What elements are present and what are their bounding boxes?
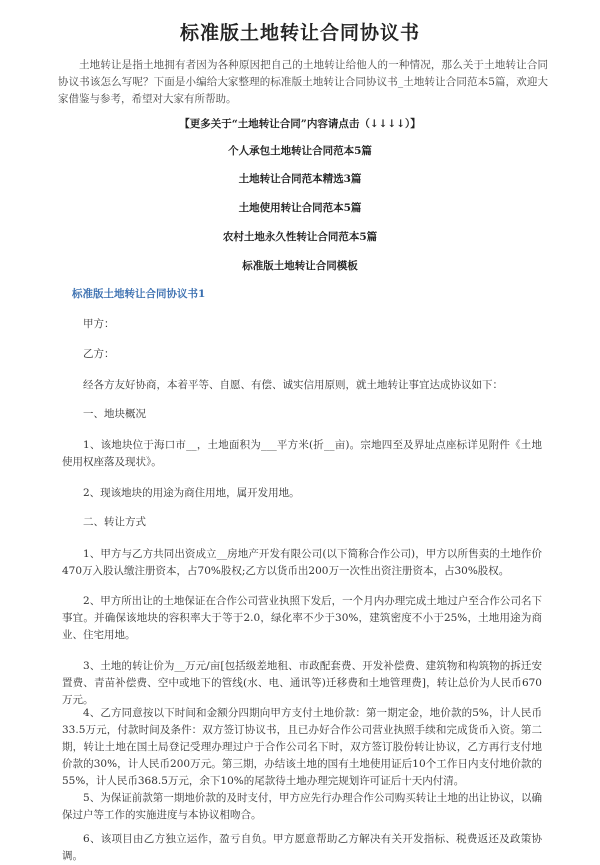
intro-paragraph: 土地转让是指土地拥有者因为各种原因把自己的土地转让给他人的一种情况，那么关于土地转让合同协议书该怎么写呢？下面是小编给大家整理的标准版土地转让合同协议书_土地转让合同范本5篇，欢迎大家借鉴与参考，希望对大家有所帮助。 xyxy=(58,59,548,105)
party-a-line: 甲方： xyxy=(83,318,115,330)
related-link-4[interactable]: 农村土地永久性转让合同范本5篇 xyxy=(222,231,378,243)
more-links-header: 【更多关于“土地转让合同”内容请点击（↓↓↓↓）】 xyxy=(179,118,421,130)
document-title: 标准版土地转让合同协议书 xyxy=(179,22,420,44)
preamble-paragraph: 经各方友好协商，本着平等、自愿、有偿、诚实信用原则，就土地转让事宜达成协议如下： xyxy=(83,379,503,391)
clause-2-6: 6、该项目由乙方独立运作，盈亏自负。甲方愿意帮助乙方解决有关开发指标、税费返还及政策协调。 xyxy=(62,833,542,862)
clause-2-4: 4、乙方同意按以下时间和金额分四期向甲方支付土地价款：第一期定金，地价款的5%，计人民币33.5万元，付款时间及条件：双方签订协议书，且已办好合作公司营业执照手续和完成货币入资。第二期，转让土地在国土局登记受理办理过户于合作公司名下时，双方签订股份转让协议，乙方再行支付地价款的30%，计人民币200万元。第三期，办结该土地的国有土地使用证后10个工作日内支付地价款的55%，计人民币368.5万元，余下10%的尾款待土地办理完规划许可证后十天内付清。 xyxy=(62,707,542,787)
section-title: 标准版土地转让合同协议书1 xyxy=(72,288,206,300)
clause-1-2: 2、现该地块的用途为商住用地，属开发用地。 xyxy=(83,487,300,499)
clause-2-3: 3、土地的转让价为__万元/亩[包括级差地租、市政配套费、开发补偿费、建筑物和构筑物的拆迁安置费、青苗补偿费、空中或地下的管线(水、电、通讯等)迁移费和土地管理费]，转让总价为人民币670万元。 xyxy=(62,660,542,706)
clause-2-1: 1、甲方与乙方共同出资成立__房地产开发有限公司(以下简称合作公司)，甲方以所售卖的土地作价470万入股认缴注册资本，占70%股权;乙方以货币出200万一次性出资注册资本，占30%股权。 xyxy=(62,548,542,577)
related-link-3[interactable]: 土地使用转让合同范本5篇 xyxy=(238,202,362,214)
related-link-5[interactable]: 标准版土地转让合同模板 xyxy=(242,260,358,272)
heading-land-overview: 一、地块概况 xyxy=(83,408,146,420)
heading-transfer-method: 二、转让方式 xyxy=(83,516,146,528)
related-link-1[interactable]: 个人承包土地转让合同范本5篇 xyxy=(228,145,372,157)
clause-2-5: 5、为保证前款第一期地价款的及时支付，甲方应先行办理合作公司购买转让土地的出让协议，以确保过户等工作的实施进度与本协议相吻合。 xyxy=(62,792,542,821)
related-link-2[interactable]: 土地转让合同范本精选3篇 xyxy=(238,173,362,185)
clause-2-2: 2、甲方所出让的土地保证在合作公司营业执照下发后，一个月内办理完成土地过户至合作公司名下事宜。并确保该地块的容积率大于等于2.0，绿化率不少于30%，建筑密度不小于25%，土地用途为商业、住宅用地。 xyxy=(62,595,542,641)
clause-1-1: 1、该地块位于海口市__，土地面积为___平方米(折__亩)。宗地四至及界址点座标详见附件《土地使用权座落及现状》。 xyxy=(62,439,542,468)
party-b-line: 乙方： xyxy=(83,348,115,360)
